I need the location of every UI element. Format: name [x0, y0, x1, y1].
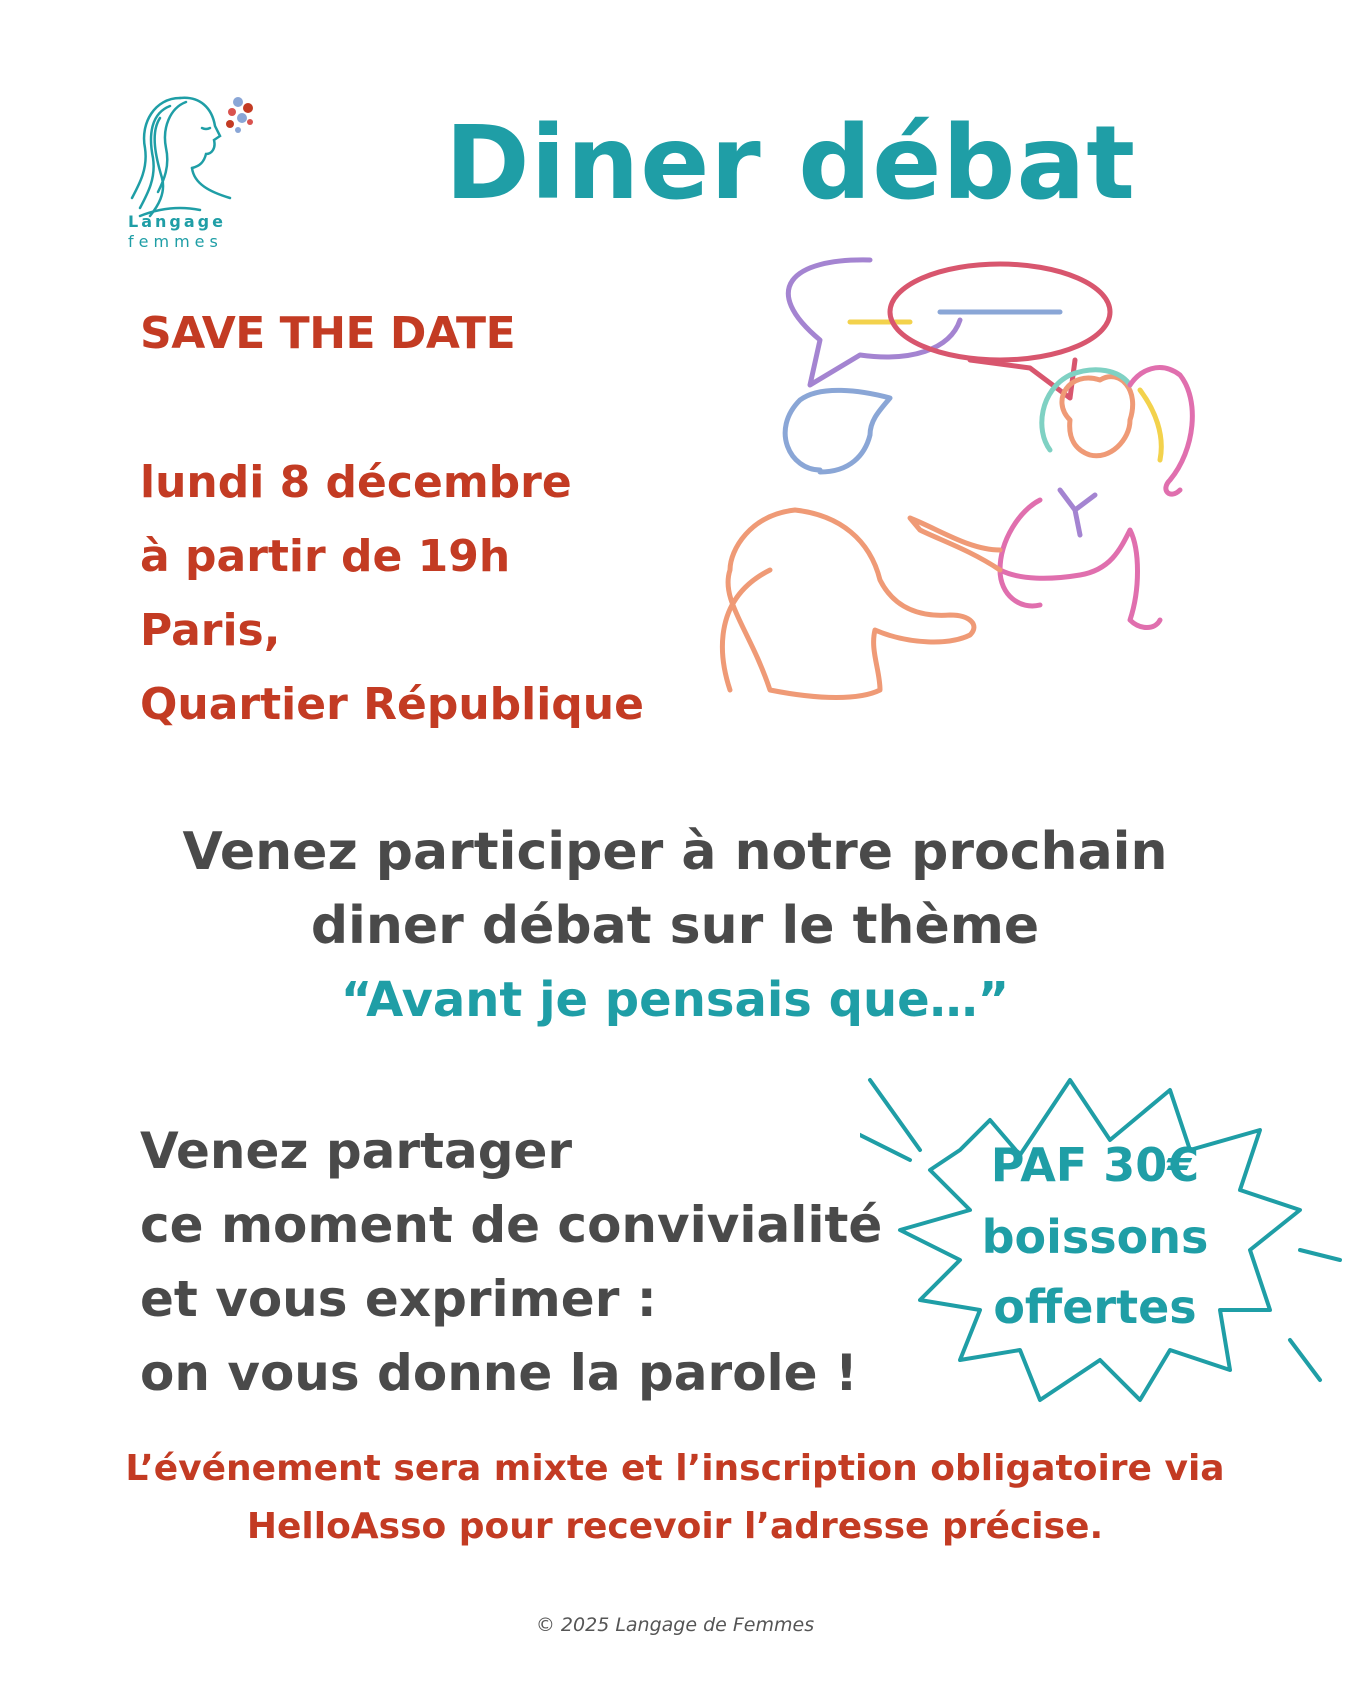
drinks-label-1: boissons: [981, 1210, 1209, 1264]
event-time: à partir de 19h: [140, 531, 511, 582]
event-city: Paris,: [140, 605, 281, 656]
copyright: © 2025 Langage de Femmes: [535, 1614, 815, 1636]
share-line-1: Venez partager: [140, 1122, 573, 1180]
event-area: Quartier République: [140, 679, 644, 730]
registration-note-line-2: HelloAsso pour recevoir l’adresse précise.: [246, 1506, 1104, 1547]
share-line-3: et vous exprimer :: [140, 1270, 657, 1328]
page-title: Diner débat: [445, 104, 1137, 223]
debate-theme: “Avant je pensais que…”: [340, 972, 1010, 1028]
event-date: lundi 8 décembre: [140, 457, 572, 508]
logo-wordmark-bottom: femmes: [128, 232, 223, 251]
share-line-4: on vous donne la parole !: [140, 1344, 858, 1402]
conversation-people-icon: [700, 250, 1220, 720]
intro-line-2: diner débat sur le thème: [310, 896, 1040, 956]
drinks-label-2: offertes: [993, 1280, 1197, 1334]
price-label: PAF 30€: [990, 1138, 1200, 1192]
intro-line-1: Venez participer à notre prochain: [182, 822, 1168, 882]
registration-note-line-1: L’événement sera mixte et l’inscription obligatoire via: [125, 1448, 1225, 1489]
save-the-date-label: SAVE THE DATE: [140, 308, 516, 359]
logo-wordmark-top: Langage: [128, 212, 226, 231]
share-line-2: ce moment de convivialité: [140, 1196, 883, 1254]
